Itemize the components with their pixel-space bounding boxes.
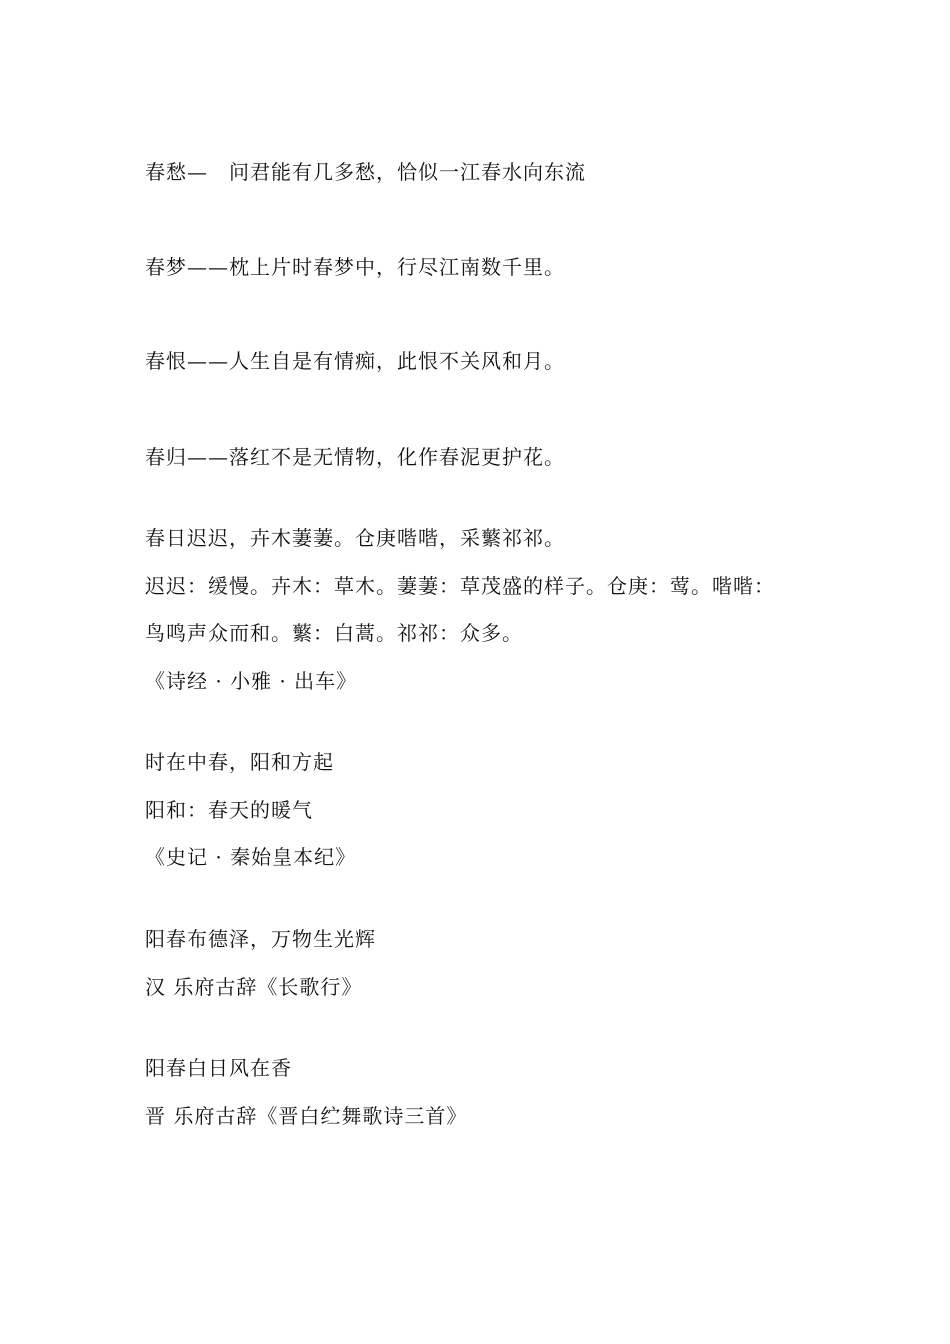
shijing-source: 《诗经 · 小雅 · 出车》 — [145, 669, 358, 693]
shijing-annotation-line-2: 鸟鸣声众而和。蘩：白蒿。祁祁：众多。 — [145, 621, 523, 645]
baizhuwu-source: 晋 乐府古辞《晋白纻舞歌诗三首》 — [145, 1104, 468, 1128]
changgexing-source: 汉 乐府古辞《长歌行》 — [145, 975, 363, 999]
verse-spring-sorrow: 春愁— 问君能有几多愁，恰似一江春水向东流 — [145, 160, 586, 184]
verse-spring-regret: 春恨——人生自是有情痴，此恨不关风和月。 — [145, 349, 565, 373]
shijing-annotation-line-1: 迟迟：缓慢。卉木：草木。萋萋：草茂盛的样子。仓庚：莺。喈喈： — [145, 574, 775, 598]
baizhuwu-verse: 阳春白日风在香 — [145, 1056, 292, 1080]
changgexing-verse: 阳春布德泽，万物生光辉 — [145, 927, 376, 951]
verse-spring-return: 春归——落红不是无情物，化作春泥更护花。 — [145, 445, 565, 469]
shijing-verse: 春日迟迟，卉木萋萋。仓庚喈喈，采蘩祁祁。 — [145, 526, 565, 550]
verse-spring-dream: 春梦——枕上片时春梦中，行尽江南数千里。 — [145, 255, 565, 279]
shiji-source: 《史记 · 秦始皇本纪》 — [145, 845, 357, 869]
shiji-verse: 时在中春，阳和方起 — [145, 750, 334, 774]
shiji-annotation: 阳和：春天的暖气 — [145, 798, 313, 822]
